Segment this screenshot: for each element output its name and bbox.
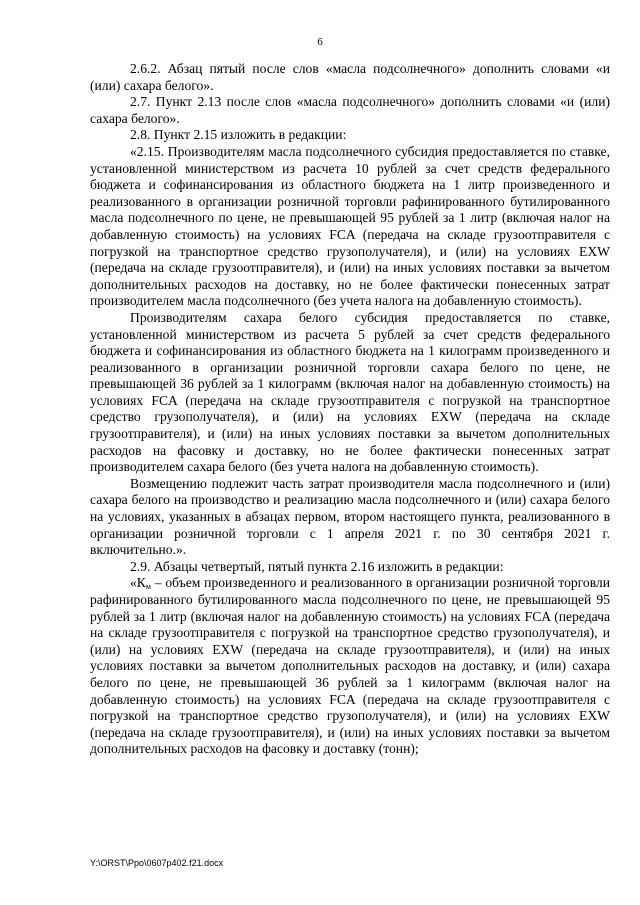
paragraph-2-6-2: 2.6.2. Абзац пятый после слов «масла подсолнечного» дополнить словами «и (или) сахара белого». [90,61,610,93]
paragraph-2-9: 2.9. Абзацы четвертый, пятый пункта 2.16 изложить в редакции: [130,558,504,574]
km-text: – объем произведенного и реализованного в организации розничной торговли рафинированного бутилированного масла подсолнечного по цене, не превышающей 95 рублей за 1 литр (включая налог на добавленную стоимость) на условиях FCA (передача на складе грузоотправителя с погрузкой на транспортное средство грузополучателя), и (или) на условиях EXW (передача на складе грузоотправителя), и (или) на иных условиях поставки за вычетом дополнительных расходов на доставку, и (или) сахара белого по цене, не превышающей 36 рублей за 1 килограмм (включая налог на добавленную стоимость) на условиях FCA (передача на складе грузоотправителя с погрузкой на транспортное средство грузополучателя), и (или) на условиях EXW (передача на складе грузоотправителя), и (или) на иных условиях поставки за вычетом дополнительных расходов на фасовку и доставку (тонн); [90,575,610,757]
paragraph-2-7: 2.7. Пункт 2.13 после слов «масла подсолнечного» дополнить словами «и (или) сахара белого». [90,94,610,126]
paragraph-2-8: 2.8. Пункт 2.15 изложить в редакции: [130,127,347,143]
paragraph-2-15-sugar: Производителям сахара белого субсидия предоставляется по ставке, установленной министерством из расчета 5 рублей за счет средств федерального бюджета и софинансирования из областного бюджета на 1 килограмм произведенного и реализованного в организации розничной торговли сахара белого по цене, не превышающей 36 рублей за 1 килограмм (включая налог на добавленную стоимость) на условиях FCA (передача на складе грузоотправителя с погрузкой на транспортное средство грузополучателя), и (или) на условиях EXW (передача на складе грузоотправителя), и (или) на иных условиях поставки за вычетом дополнительных расходов на фасовку и доставку, но не более фактически понесенных затрат производителем сахара белого (без учета налога на добавленную стоимость). [90,309,610,475]
km-prefix: «К [130,575,146,591]
file-path-footer: Y:\ORST\Ppo\0607p402.f21.docx [90,858,224,868]
page-number: 6 [317,36,323,48]
km-subscript: м [145,582,151,592]
document-body [90,61,610,758]
paragraph-2-15-oil: «2.15. Производителям масла подсолнечного субсидия предоставляется по ставке, установленной министерством из расчета 10 рублей за счет средств федерального бюджета и софинансирования из областного бюджета на 1 литр произведенного и реализованного в организации розничной торговли рафинированного бутилированного масла подсолнечного по цене, не превышающей 95 рублей за 1 литр (включая налог на добавленную стоимость) на условиях FCA (передача на складе грузоотправителя с погрузкой на транспортное средство грузополучателя), и (или) на условиях EXW (передача на складе грузоотправителя), и (или) на иных условиях поставки за вычетом дополнительных расходов на доставку, но не более фактически понесенных затрат производителем масла подсолнечного (без учета налога на добавленную стоимость). [90,143,610,309]
paragraph-km-definition [90,575,610,758]
paragraph-2-15-compensation: Возмещению подлежит часть затрат производителя масла подсолнечного и (или) сахара белого на производство и реализацию масла подсолнечного и (или) сахара белого на условиях, указанных в абзацах первом, втором настоящего пункта, реализованного в организации розничной торговли с 1 апреля 2021 г. по 30 сентября 2021 г. включительно.». [90,475,610,558]
